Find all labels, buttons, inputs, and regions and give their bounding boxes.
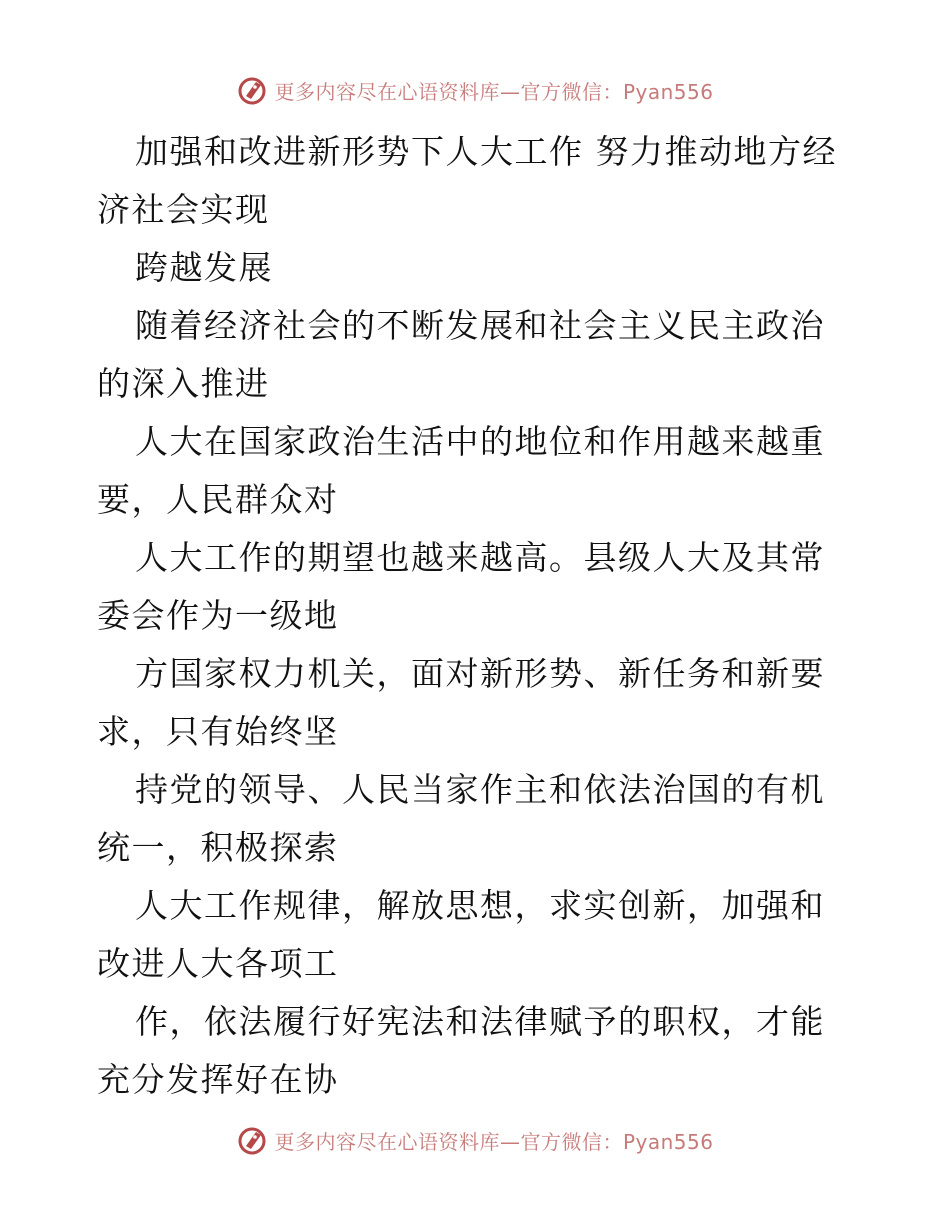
pen-nib-circle-icon <box>236 1124 268 1156</box>
header-watermark <box>0 70 950 110</box>
paragraph-6: 方国家权力机关，面对新形势、新任务和新要求，只有始终坚 <box>97 654 825 751</box>
watermark-text: 更多内容尽在心语资料库—官方微信：Pyan556 <box>274 79 714 104</box>
paragraph-2: 跨越发展 <box>135 248 273 287</box>
paragraph-4: 人大在国家政治生活中的地位和作用越来越重要，人民群众对 <box>97 422 825 519</box>
paragraph-8: 人大工作规律，解放思想，求实创新，加强和改进人大各项工 <box>97 886 825 983</box>
footer-watermark <box>0 1120 950 1160</box>
pen-nib-circle-icon <box>236 74 268 106</box>
paragraph-1: 加强和改进新形势下人大工作 努力推动地方经济社会实现 <box>97 132 837 229</box>
watermark-text: 更多内容尽在心语资料库—官方微信：Pyan556 <box>274 1129 714 1154</box>
paragraph-9: 作，依法履行好宪法和法律赋予的职权，才能充分发挥好在协 <box>97 1002 825 1099</box>
paragraph-3: 随着经济社会的不断发展和社会主义民主政治的深入推进 <box>97 306 825 403</box>
document-body <box>97 123 857 1109</box>
paragraph-7: 持党的领导、人民当家作主和依法治国的有机统一，积极探索 <box>97 770 825 867</box>
paragraph-5: 人大工作的期望也越来越高。县级人大及其常委会作为一级地 <box>97 538 825 635</box>
